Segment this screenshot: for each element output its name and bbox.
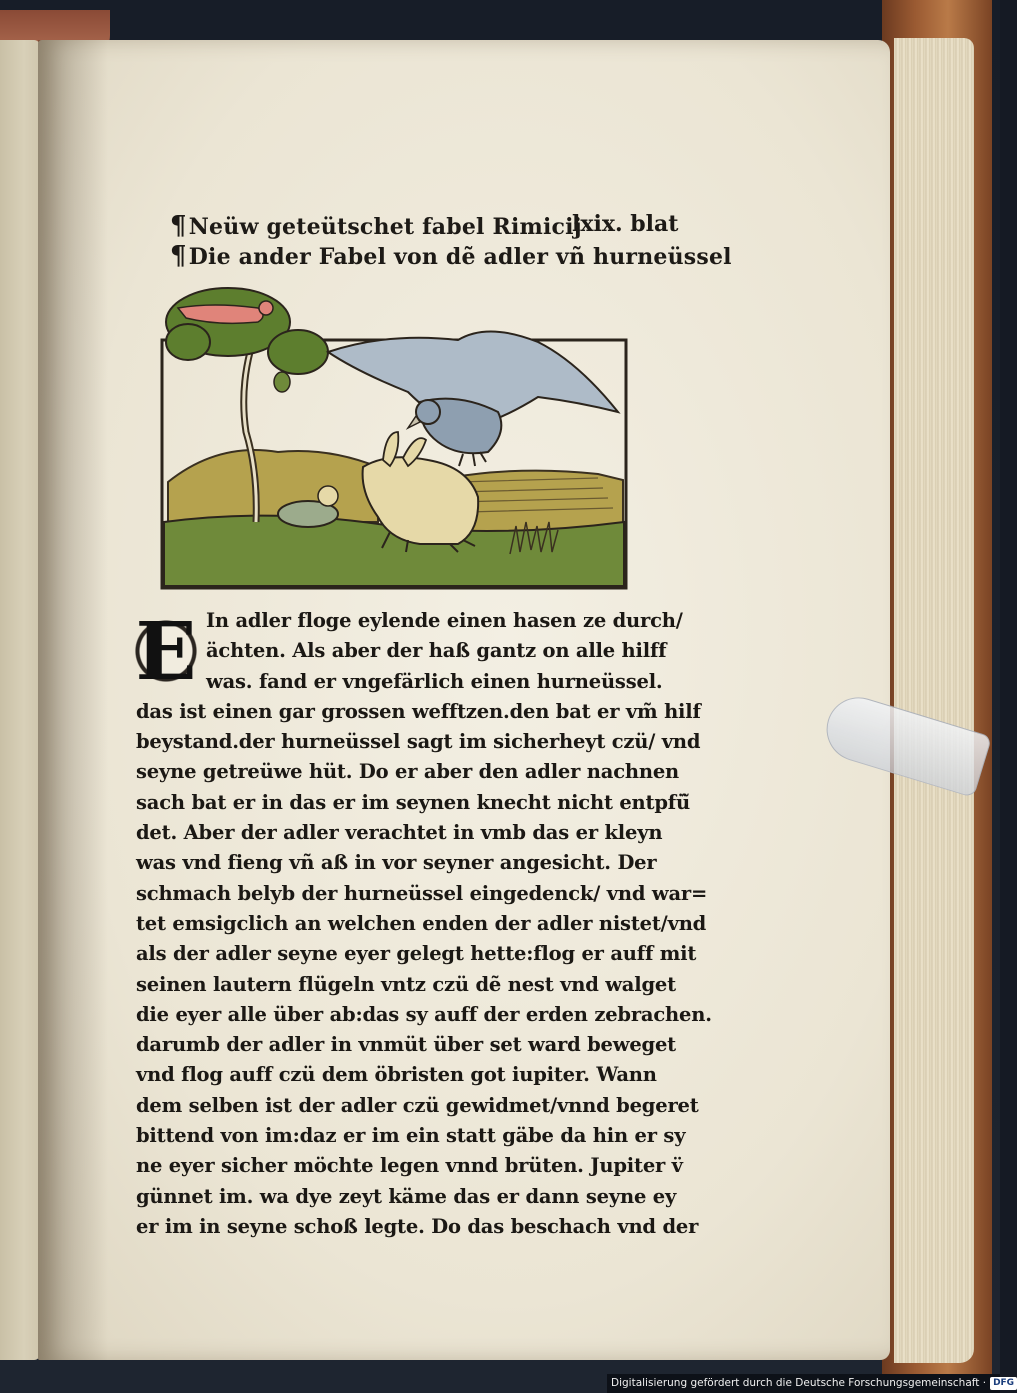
text-line: er im in seyne schoß legte. Do das beschach vnd der [136, 1214, 699, 1238]
paragraph-mark-icon: ¶ [170, 211, 187, 241]
text-line: ächten. Als aber der haß gantz on alle hilff [206, 639, 667, 663]
woodcut-illustration [158, 282, 630, 592]
dfg-logo: DFG [990, 1377, 1017, 1390]
initial-letter: E [130, 606, 202, 696]
text-line: seyne getreüwe hüt. Do er aber den adler nachnen [136, 760, 680, 784]
footer-credit: Digitalisierung gefördert durch die Deutsche Forschungsgemeinschaft · [611, 1377, 987, 1389]
paragraph-mark-icon: ¶ [170, 241, 187, 271]
eagle-talons [459, 452, 486, 466]
running-head-title: Neüw geteütschet fabel Rimicij [188, 214, 582, 240]
hill-left [168, 450, 378, 522]
text-line: günnet im. wa dye zeyt käme das er dann seyne ey [136, 1184, 677, 1208]
fruit [274, 372, 290, 392]
left-page-edge [0, 40, 40, 1360]
text-line: sach bat er in das er im seynen knecht nicht entpfü̃ [136, 790, 690, 814]
running-head [170, 211, 582, 241]
text-line: was. fand er vngefärlich einen hurneüssel. [206, 669, 663, 693]
gutter-shadow [38, 40, 108, 1360]
text-line: tet emsigclich an welchen enden der adler nistet/vnd [136, 911, 707, 935]
text-line: ne eyer sicher möchte legen vnnd brüten. Jupiter v̈ [136, 1154, 683, 1178]
text-line: schmach belyb der hurneüssel eingedenck/ vnd war= [136, 881, 708, 905]
text-line: In adler floge eylende einen hasen ze durch/ [206, 609, 683, 632]
fable-title [170, 241, 732, 271]
text-line: beystand.der hurneüssel sagt im sicherheyt czü/ vnd [136, 730, 701, 754]
text-line: das ist einen gar grossen wefftzen.den bat er vm̃ hilf [136, 699, 701, 723]
text-line: bittend von im:daz er im ein statt gäbe da hin er sy [136, 1124, 686, 1148]
fable-title-text: Die ander Fabel von dẽ adler vñ hurneüssel [188, 244, 732, 270]
text-line: als der adler seyne eyer gelegt hette:flog er auff mit [136, 942, 697, 966]
text-line: dem selben ist der adler czü gewidmet/vnnd begeret [136, 1093, 699, 1117]
text-line: seinen lautern flügeln vntz czü dẽ nest vnd walget [136, 972, 676, 996]
folio-number: lxix. blat [572, 211, 679, 237]
footer-bar [607, 1374, 1015, 1393]
beetle-head [318, 486, 338, 506]
text-line: die eyer alle über ab:das sy auff der erden zebrachen. [136, 1002, 712, 1026]
nest-bird-head [259, 301, 273, 315]
fore-edge-pages [894, 38, 974, 1363]
text-line: darumb der adler in vnmüt über set ward beweget [136, 1033, 676, 1057]
text-line: det. Aber der adler verachtet in vmb das er kleyn [136, 821, 663, 845]
text-line: was vnd fieng vñ aß in vor seyner angesicht. Der [136, 851, 657, 875]
tree-foliage-left [166, 324, 210, 360]
text-line: vnd flog auff czü dem öbristen got iupiter. Wann [136, 1063, 657, 1087]
tree-foliage-right [268, 330, 328, 374]
body-text [136, 606, 712, 1242]
